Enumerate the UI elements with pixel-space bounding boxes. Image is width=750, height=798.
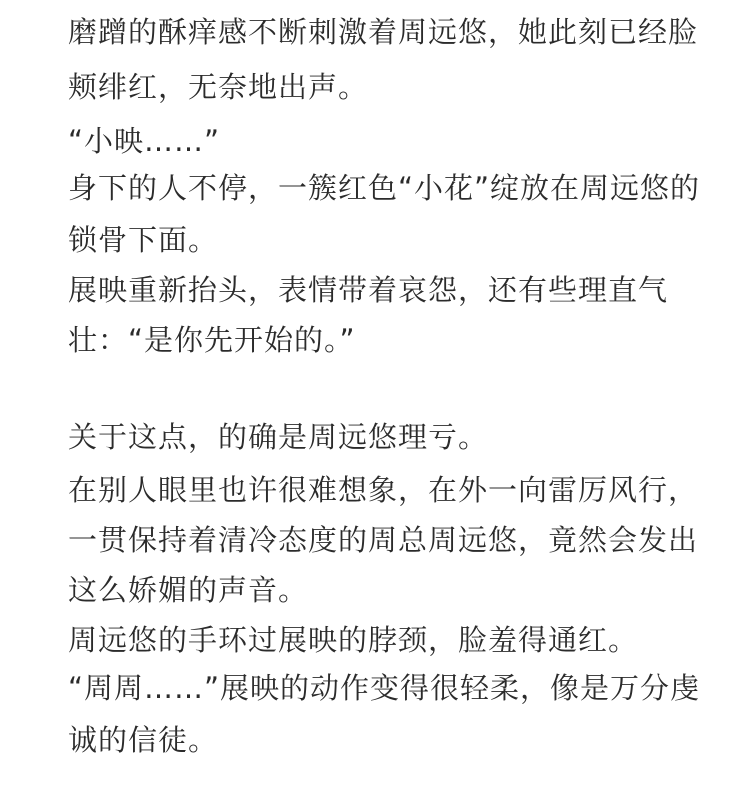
text-line: 周远悠的手环过展映的脖颈，脸羞得通红。 xyxy=(68,623,639,657)
text-line: 颊绯红，无奈地出声。 xyxy=(68,70,369,104)
text-line: 这么娇媚的声音。 xyxy=(68,573,309,607)
text-line: 壮：“是你先开始的。” xyxy=(68,323,356,357)
text-line: 在别人眼里也许很难想象，在外一向雷厉风行， xyxy=(68,473,699,507)
text-line: 展映重新抬头，表情带着哀怨，还有些理直气 xyxy=(68,273,669,307)
text-line: 磨蹭的酥痒感不断刺激着周远悠，她此刻已经脸 xyxy=(68,15,699,49)
text-line: 关于这点，的确是周远悠理亏。 xyxy=(68,420,489,454)
text-line: “小映……” xyxy=(68,124,221,158)
text-line: “周周……”展映的动作变得很轻柔，像是万分虔 xyxy=(68,671,701,705)
text-line: 诚的信徒。 xyxy=(68,723,219,757)
text-line: 一贯保持着清冷态度的周总周远悠，竟然会发出 xyxy=(68,523,699,557)
text-line: 身下的人不停，一簇红色“小花”绽放在周远悠的 xyxy=(68,171,701,205)
text-line: 锁骨下面。 xyxy=(68,223,219,257)
